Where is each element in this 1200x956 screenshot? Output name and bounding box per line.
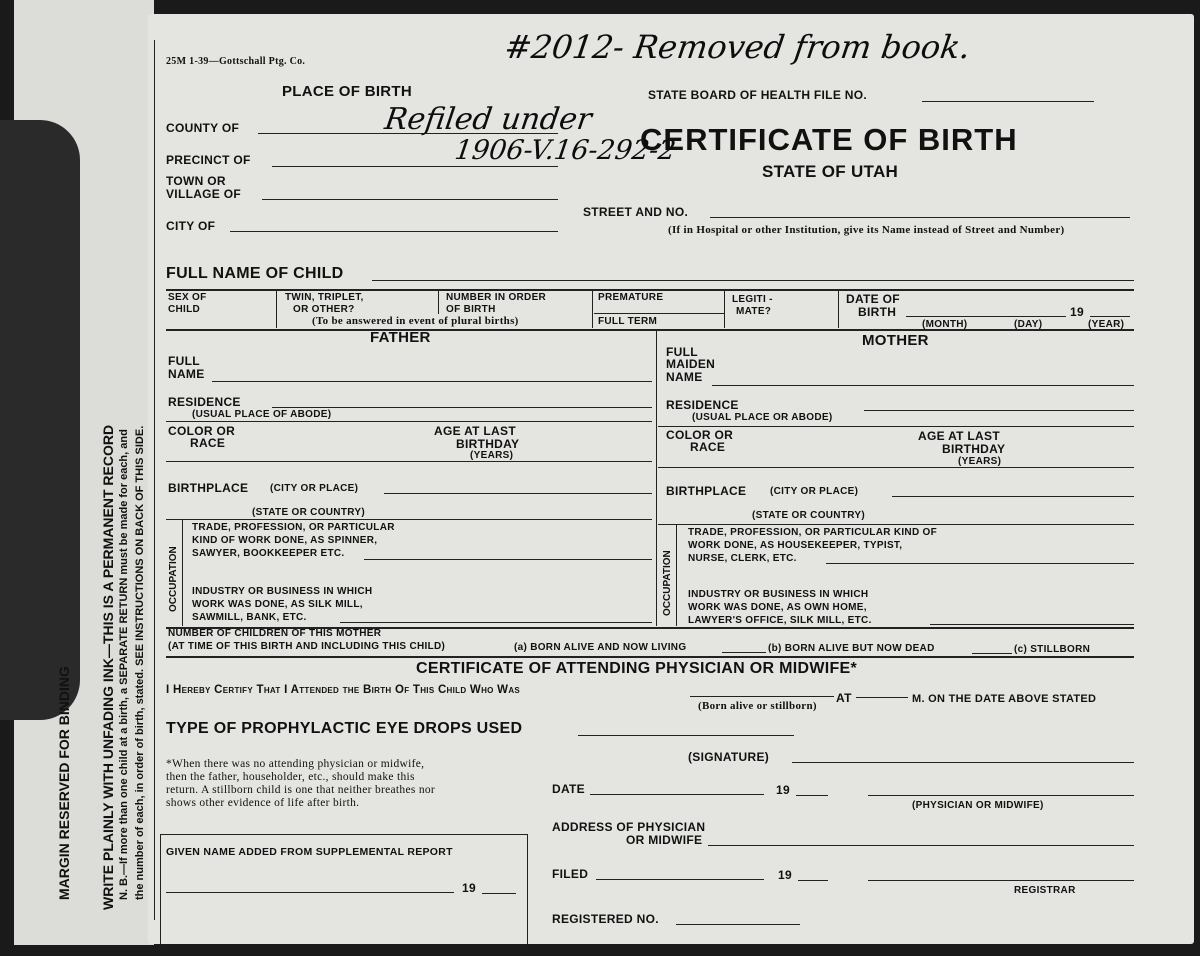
handwritten-refiled: Refiled under <box>382 102 594 137</box>
at-label: AT <box>836 691 852 705</box>
mother-abode-note: (USUAL PLACE OR ABODE) <box>692 412 833 423</box>
father-heading: FATHER <box>370 329 431 346</box>
street-line <box>710 217 1130 218</box>
father-birthplace-line <box>384 493 652 494</box>
eye-drops-line <box>578 735 794 736</box>
footnote-3: return. A stillborn child is one that neither breathes nor <box>166 784 436 796</box>
parents-divider <box>656 330 657 626</box>
full-term-label: FULL TERM <box>598 316 658 327</box>
child-row-bottom-rule <box>166 329 1134 331</box>
given-19: 19 <box>462 881 476 895</box>
eye-drops-label: TYPE OF PROPHYLACTIC EYE DROPS USED <box>166 720 523 737</box>
father-age-label-2: BIRTHDAY <box>456 437 520 451</box>
signature-line <box>792 762 1134 763</box>
mother-residence-label: RESIDENCE <box>666 398 739 412</box>
margin-reserved: MARGIN RESERVED FOR BINDING <box>56 666 72 900</box>
printer-line: 25M 1-39—Gottschall Ptg. Co. <box>166 56 306 67</box>
child-divider-1 <box>276 290 277 328</box>
mother-color-line <box>658 467 1134 468</box>
mother-industry-line <box>930 624 1134 625</box>
father-occupation-rule <box>182 520 183 626</box>
state-name: STATE OF UTAH <box>762 162 899 181</box>
physician-signature-line <box>868 795 1134 796</box>
full-name-of-child-label: FULL NAME OF CHILD <box>166 265 344 282</box>
children-label-2: (AT TIME OF THIS BIRTH AND INCLUDING THIS CHILD) <box>168 641 446 652</box>
father-industry-2: WORK WAS DONE, AS SILK MILL, <box>192 599 363 610</box>
mother-name-label-2: MAIDEN <box>666 357 716 371</box>
born-dead-line <box>972 653 1012 654</box>
footnote-1: *When there was no attending physician or midwife, <box>166 758 425 770</box>
father-trade-3: SAWYER, BOOKKEEPER ETC. <box>192 548 345 559</box>
father-color-line <box>166 461 652 462</box>
father-color-label-1: COLOR OR <box>168 424 236 438</box>
plural-note: (To be answered in event of plural births) <box>312 315 519 327</box>
filed-year-line <box>798 880 828 881</box>
month-label: (MONTH) <box>922 319 968 330</box>
mother-residence-line <box>864 410 1134 411</box>
street-note: (If in Hospital or other Institution, give its Name instead of Street and Number) <box>668 224 1065 236</box>
address-line <box>708 845 1134 846</box>
state-board-file-label: STATE BOARD OF HEALTH FILE NO. <box>648 88 867 102</box>
premature-label: PREMATURE <box>598 292 664 303</box>
mother-years-note: (YEARS) <box>958 456 1002 467</box>
registered-no-label: REGISTERED NO. <box>552 912 659 926</box>
father-industry-3: SAWMILL, BANK, ETC. <box>192 612 307 623</box>
place-of-birth-heading: PLACE OF BIRTH <box>282 83 413 100</box>
certificate-title: CERTIFICATE OF BIRTH <box>640 122 1018 157</box>
address-label-1: ADDRESS OF PHYSICIAN <box>552 820 706 834</box>
father-birthplace-label: BIRTHPLACE <box>168 481 249 495</box>
mother-age-label-2: BIRTHDAY <box>942 442 1006 456</box>
father-occupation-label: OCCUPATION <box>168 546 179 612</box>
sex-label-2: CHILD <box>168 304 201 315</box>
dob-label-2: BIRTH <box>858 305 897 319</box>
mother-state-note: (STATE OR COUNTRY) <box>752 510 865 521</box>
father-name-label-2: NAME <box>168 367 205 381</box>
child-divider-4 <box>724 290 725 328</box>
handwritten-removed-note: #2012- Removed from book. <box>502 28 973 66</box>
father-birthplace-line-2 <box>166 519 652 520</box>
mother-color-label-2: RACE <box>690 440 726 454</box>
mother-occupation-label: OCCUPATION <box>662 550 673 616</box>
file-no-line <box>922 101 1094 102</box>
children-bottom-rule <box>166 656 1134 658</box>
father-abode-note: (USUAL PLACE OF ABODE) <box>192 409 332 420</box>
mother-trade-2: WORK DONE, AS HOUSEKEEPER, TYPIST, <box>688 540 903 551</box>
child-row-top-rule <box>166 289 1134 291</box>
legitimate-label-1: LEGITI - <box>732 294 773 305</box>
registered-no-line <box>676 924 800 925</box>
legitimate-label-2: MATE? <box>736 306 772 317</box>
mother-age-label-1: AGE AT LAST <box>918 429 1000 443</box>
twin-label-2: OR OTHER? <box>293 304 355 315</box>
mother-industry-2: WORK WAS DONE, AS OWN HOME, <box>688 602 867 613</box>
mother-birthplace-line <box>892 496 1134 497</box>
filed-label: FILED <box>552 867 589 881</box>
father-trade-2: KIND OF WORK DONE, AS SPINNER, <box>192 535 378 546</box>
dob-year-line <box>1090 316 1130 317</box>
mother-name-line <box>712 385 1134 386</box>
father-years-note: (YEARS) <box>470 450 514 461</box>
margin-instructions-2: the number of each, in order of birth, stated. SEE INSTRUCTIONS ON BACK OF THIS SIDE. <box>134 425 146 900</box>
mother-heading: MOTHER <box>862 332 929 349</box>
order-label-2: OF BIRTH <box>446 304 496 315</box>
child-divider-3 <box>592 290 593 328</box>
dob-label-1: DATE OF <box>846 292 900 306</box>
filed-19: 19 <box>778 868 792 882</box>
physician-midwife-label: (PHYSICIAN OR MIDWIFE) <box>912 800 1044 811</box>
margin-record-note: WRITE PLAINLY WITH UNFADING INK—THIS IS A PERMANENT RECORD <box>100 424 116 910</box>
county-label: COUNTY OF <box>166 121 240 135</box>
registrar-line <box>868 880 1134 881</box>
year-label: (YEAR) <box>1088 319 1125 330</box>
alive-note: (Born alive or stillborn) <box>698 700 817 712</box>
address-label-2: OR MIDWIFE <box>626 833 703 847</box>
city-line <box>230 231 558 232</box>
father-industry-1: INDUSTRY OR BUSINESS IN WHICH <box>192 586 373 597</box>
stillborn-label: (c) STILLBORN <box>1014 644 1091 655</box>
born-alive-line <box>722 652 766 653</box>
mother-color-label-1: COLOR OR <box>666 428 734 442</box>
father-trade-line <box>364 559 652 560</box>
certify-statement: I Hereby Certify That I Attended the Birth Of This Child Who Was <box>166 684 521 696</box>
given-name-line <box>166 892 454 893</box>
footnote-4: shows other evidence of life after birth. <box>166 797 360 809</box>
father-name-label-1: FULL <box>168 354 200 368</box>
registrar-label: REGISTRAR <box>1014 885 1076 896</box>
town-line <box>262 199 558 200</box>
physician-heading: CERTIFICATE OF ATTENDING PHYSICIAN OR MIDWIFE* <box>416 660 858 677</box>
town-label-2: VILLAGE OF <box>166 187 241 201</box>
father-residence-label: RESIDENCE <box>168 395 241 409</box>
father-age-label-1: AGE AT LAST <box>434 424 516 438</box>
precinct-label: PRECINCT OF <box>166 153 251 167</box>
margin-rule <box>154 40 155 920</box>
given-year-line <box>482 893 516 894</box>
mother-city-note: (CITY OR PLACE) <box>770 486 859 497</box>
date-line <box>590 794 764 795</box>
mother-trade-3: NURSE, CLERK, ETC. <box>688 553 797 564</box>
torn-edge <box>0 120 80 720</box>
time-line <box>856 697 908 698</box>
handwritten-refile-number: 1906-V.16-292-2 <box>452 135 678 166</box>
father-name-line <box>212 381 652 382</box>
m-date-label: M. ON THE DATE ABOVE STATED <box>912 693 1097 705</box>
twin-label-1: TWIN, TRIPLET, <box>285 292 364 303</box>
sex-label-1: SEX OF <box>168 292 207 303</box>
mother-industry-1: INDUSTRY OR BUSINESS IN WHICH <box>688 589 869 600</box>
mother-trade-1: TRADE, PROFESSION, OR PARTICULAR KIND OF <box>688 527 938 538</box>
child-divider-2 <box>438 290 439 314</box>
father-state-note: (STATE OR COUNTRY) <box>252 507 365 518</box>
premature-divider <box>594 313 724 314</box>
father-industry-line <box>340 622 652 623</box>
day-label: (DAY) <box>1014 319 1043 330</box>
margin-instructions-1: N. B.—If more than one child at a birth, a SEPARATE RETURN must be made for each, and <box>118 429 130 900</box>
order-label-1: NUMBER IN ORDER <box>446 292 547 303</box>
dob-line <box>906 316 1066 317</box>
given-name-label: GIVEN NAME ADDED FROM SUPPLEMENTAL REPORT <box>166 846 453 858</box>
precinct-line <box>272 166 558 167</box>
father-color-label-2: RACE <box>190 436 226 450</box>
father-residence-line-2 <box>166 421 652 422</box>
mother-occupation-rule <box>676 525 677 626</box>
street-label: STREET AND NO. <box>583 205 689 219</box>
mother-birthplace-line-2 <box>658 524 1134 525</box>
mother-name-label-1: FULL <box>666 345 698 359</box>
date-label: DATE <box>552 782 585 796</box>
child-divider-5 <box>838 290 839 328</box>
born-dead-label: (b) BORN ALIVE BUT NOW DEAD <box>768 643 935 654</box>
mother-name-label-3: NAME <box>666 370 703 384</box>
mother-industry-3: LAWYER'S OFFICE, SILK MILL, ETC. <box>688 615 872 626</box>
children-label-1: NUMBER OF CHILDREN OF THIS MOTHER <box>168 628 382 639</box>
father-trade-1: TRADE, PROFESSION, OR PARTICULAR <box>192 522 395 533</box>
date-year-line <box>796 795 828 796</box>
child-name-line <box>372 280 1134 281</box>
city-label: CITY OF <box>166 219 216 233</box>
mother-residence-line-2 <box>658 426 1134 427</box>
mother-trade-line <box>826 563 1134 564</box>
signature-label: (SIGNATURE) <box>688 750 770 764</box>
filed-line <box>596 879 764 880</box>
father-city-note: (CITY OR PLACE) <box>270 483 359 494</box>
dob-19: 19 <box>1070 305 1084 319</box>
mother-birthplace-label: BIRTHPLACE <box>666 484 747 498</box>
father-residence-line <box>272 407 652 408</box>
town-label-1: TOWN OR <box>166 174 226 188</box>
footnote-2: then the father, householder, etc., should make this <box>166 771 415 783</box>
born-alive-or-stillborn-line <box>690 696 834 697</box>
born-alive-label: (a) BORN ALIVE AND NOW LIVING <box>514 642 687 653</box>
date-19: 19 <box>776 783 790 797</box>
